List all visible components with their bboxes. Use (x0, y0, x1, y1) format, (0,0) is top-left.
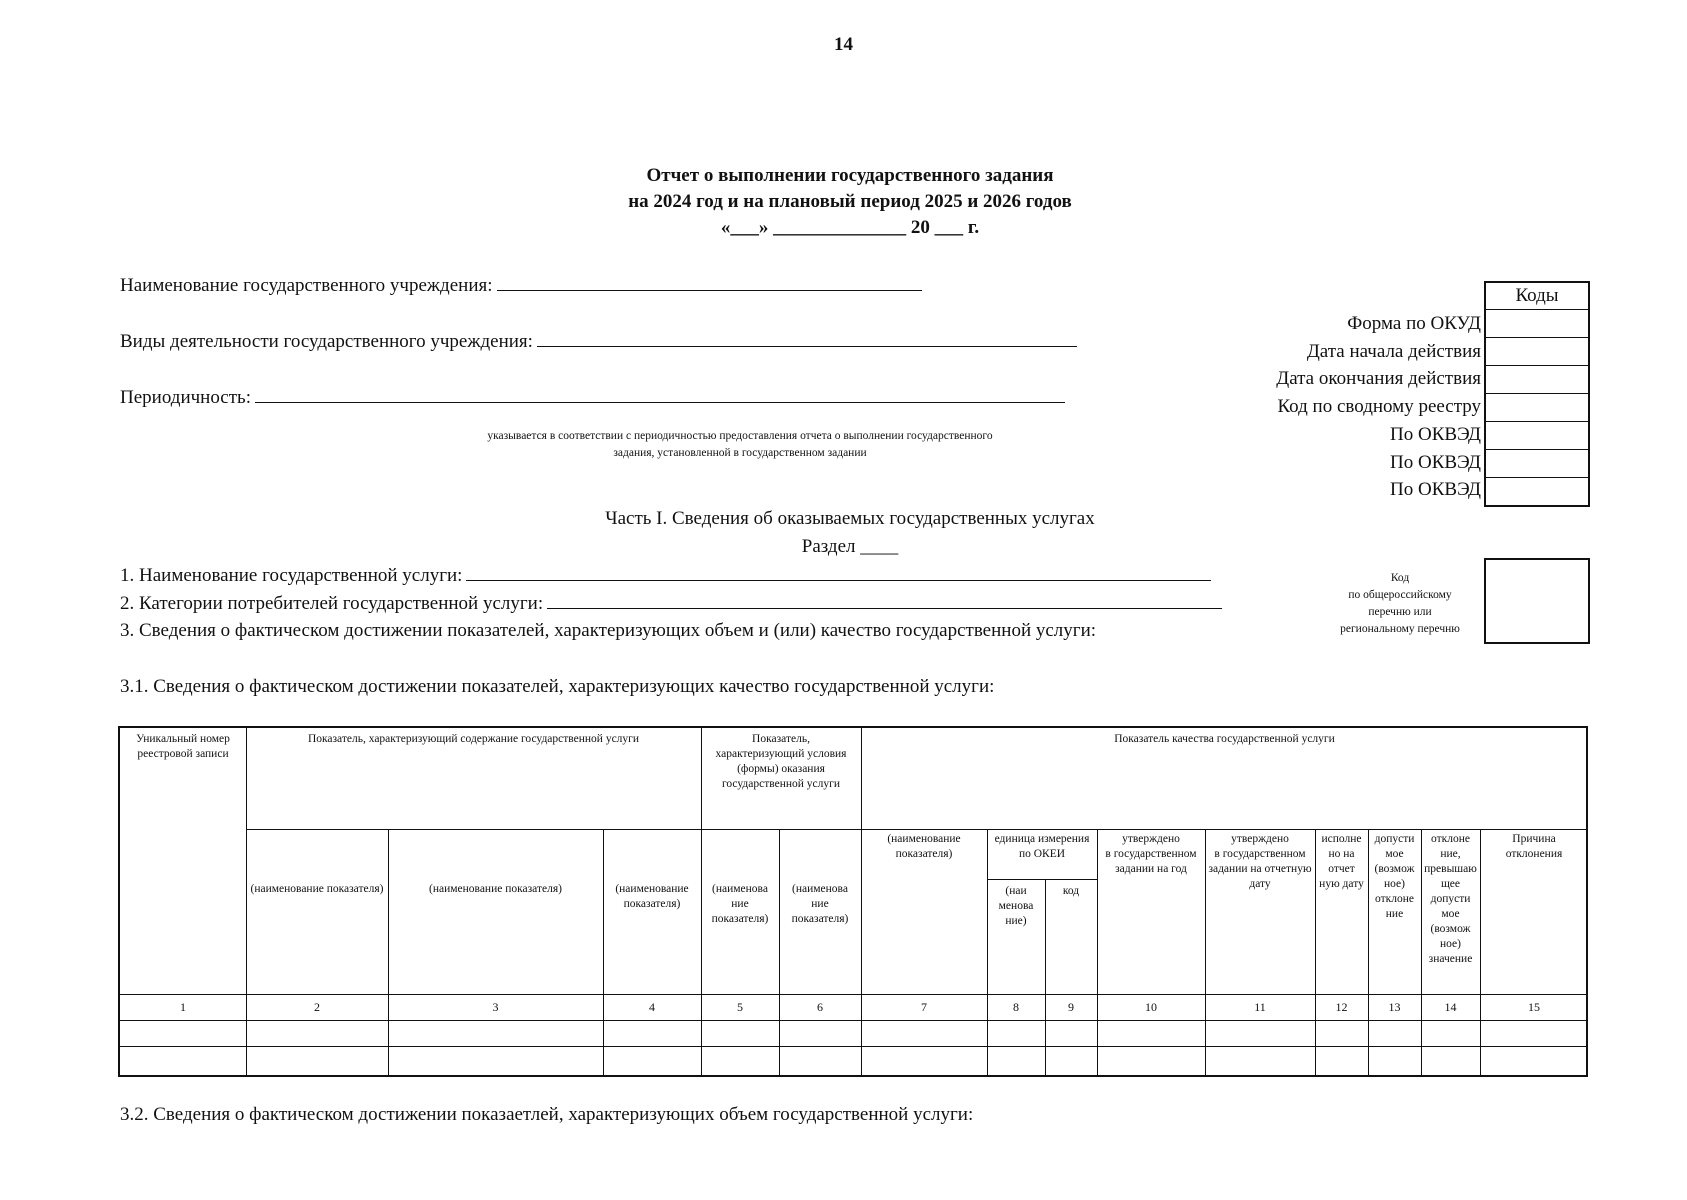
header-col-15 (1480, 832, 1588, 862)
table-rule (987, 879, 1097, 880)
column-number: 6 (817, 1000, 823, 1014)
item-2-label: 2. Категории потребителей государственной услуги: (120, 593, 544, 614)
header-line: показателя) (791, 913, 849, 925)
header-line: показателя) (623, 898, 681, 910)
header-line: мое (1385, 848, 1404, 860)
registry-code-label-line: региональному перечню (1340, 623, 1460, 635)
header-col-5 (701, 882, 779, 927)
codes-box (1484, 281, 1590, 507)
header-col-8 (987, 884, 1045, 929)
column-number: 10 (1145, 1000, 1157, 1014)
periodicity-blank[interactable] (255, 386, 1065, 403)
header-col-4 (603, 882, 701, 912)
column-number: 12 (1335, 1000, 1348, 1014)
column-number: 9 (1068, 1000, 1074, 1014)
table-rule (1045, 879, 1046, 1077)
header-line: по ОКЕИ (1018, 848, 1066, 860)
registry-code-label (1310, 570, 1490, 638)
header-col-12 (1315, 832, 1368, 892)
column-number: 13 (1388, 1000, 1401, 1014)
subsection-3-1: 3.1. Сведения о фактическом достижении показателей, характеризующих качество государственной услуги: (120, 676, 995, 697)
report-title-line-1: Отчет о выполнении государственного задания (646, 165, 1054, 186)
column-number: 15 (1528, 1000, 1540, 1014)
column-number: 14 (1444, 1000, 1457, 1014)
part-title: Часть I. Сведения об оказываемых государственных услугах (605, 508, 1095, 529)
table-rule (779, 829, 780, 1077)
codes-header: Коды (1515, 285, 1559, 306)
header-line: щее (1440, 878, 1461, 890)
code-label-okved: По ОКВЭД (1390, 479, 1481, 501)
header-line: ную дату (1319, 878, 1364, 890)
code-label-start-date: Дата начала действия (1306, 340, 1481, 362)
institution-name-field (120, 274, 922, 297)
periodicity-field (120, 386, 1065, 409)
institution-name-label: Наименование государственного учреждения: (120, 275, 493, 296)
header-line: менова (998, 900, 1034, 912)
header-line: задании на отчетную (1208, 863, 1312, 875)
code-label-registry: Код по сводному реестру (1277, 396, 1481, 418)
header-line: но на (1328, 848, 1355, 860)
item-1-blank[interactable] (466, 564, 1211, 581)
header-col-2: (наименование показателя) (250, 883, 384, 895)
table-rule (861, 728, 862, 1077)
header-content-indicator: Показатель, характеризующий содержание государственной услуги (307, 733, 640, 745)
registry-code-label-line: Код (1390, 572, 1410, 584)
header-line: характеризующий условия (715, 748, 847, 760)
activity-types-label: Виды деятельности государственного учреждения: (120, 331, 533, 352)
subsection-3-2: 3.2. Сведения о фактическом достижении показаетлей, характеризующих объем государственной услуги: (120, 1104, 974, 1125)
periodicity-note-line: указывается в соответствии с периодичностью предоставления отчета о выполнении государственного (487, 430, 993, 442)
header-line: (наименова (712, 883, 768, 895)
code-label-okud: Форма по ОКУД (1347, 313, 1481, 334)
registry-code-box[interactable] (1484, 558, 1590, 644)
table-rule (388, 829, 389, 1077)
table-rule (246, 829, 1588, 830)
periodicity-note-line: задания, установленной в государственном задании (613, 447, 867, 459)
header-col-7 (861, 832, 987, 862)
table-rule (603, 829, 604, 1077)
header-line: ние, (1440, 848, 1461, 860)
section-label: Раздел ____ (801, 536, 899, 557)
header-line: показателя) (711, 913, 769, 925)
periodicity-note (380, 428, 1100, 462)
header-line: ние (1385, 908, 1404, 920)
header-line: ное) (1384, 878, 1405, 890)
table-rule (246, 728, 247, 1077)
header-line: исполне (1321, 833, 1362, 845)
header-col-14 (1421, 832, 1480, 967)
header-line: ние (731, 898, 749, 910)
header-line: (наименование (615, 883, 689, 895)
header-line: отчет (1328, 863, 1355, 875)
column-number: 4 (649, 1000, 655, 1014)
header-line: утверждено (1231, 833, 1289, 845)
table-rule (1480, 829, 1481, 1077)
header-line: задании на год (1115, 863, 1187, 875)
header-unit-okei (987, 832, 1097, 862)
header-line: допусти (1430, 893, 1471, 905)
header-col-3: (наименование показателя) (429, 883, 562, 895)
report-date-line: «___» ______________ 20 ___ г. (720, 217, 980, 238)
column-number: 1 (180, 1000, 186, 1014)
header-line: государственной услуги (721, 778, 841, 790)
header-col-11 (1205, 832, 1315, 892)
header-line: отклоне (1375, 893, 1414, 905)
header-col-9: код (1062, 885, 1080, 897)
periodicity-label: Периодичность: (120, 387, 251, 408)
header-line: дату (1249, 878, 1271, 890)
code-cell-okved[interactable] (1486, 477, 1588, 505)
code-cell-okved[interactable] (1486, 449, 1588, 477)
item-3: 3. Сведения о фактическом достижении показателей, характеризующих объем и (или) качество государственной услуги: (120, 620, 1097, 641)
header-line: (наи (1005, 885, 1027, 897)
header-col-6 (779, 882, 861, 927)
institution-name-blank[interactable] (497, 274, 922, 291)
header-line: (формы) оказания (737, 763, 825, 775)
header-line: утверждено (1122, 833, 1180, 845)
header-line: Показатель, (752, 733, 810, 745)
column-number: 2 (314, 1000, 320, 1014)
header-line: значение (1428, 953, 1473, 965)
header-line: ние (811, 898, 829, 910)
header-line: отклоне (1431, 833, 1470, 845)
activity-types-field (120, 330, 1077, 353)
code-cell-start-date[interactable] (1486, 337, 1588, 365)
column-number: 5 (737, 1000, 743, 1014)
header-quality-indicator: Показатель качества государственной услуги (1114, 733, 1335, 745)
item-1 (120, 564, 1211, 587)
item-2-blank[interactable] (547, 592, 1222, 609)
column-number: 8 (1013, 1000, 1019, 1014)
quality-indicators-table (118, 726, 1588, 1077)
header-line: единица измерения (994, 833, 1090, 845)
code-cell-okud[interactable] (1486, 309, 1588, 337)
codes-labels (1276, 310, 1481, 504)
report-title-line-2: на 2024 год и на плановый период 2025 и 2026 годов (628, 191, 1072, 212)
header-line: реестровой записи (137, 748, 229, 760)
header-line: в государственном (1214, 848, 1306, 860)
registry-code-label-line: по общероссийскому (1348, 589, 1452, 601)
code-label-okved: По ОКВЭД (1390, 451, 1481, 473)
header-line: ние) (1005, 915, 1027, 927)
column-number: 11 (1254, 1000, 1266, 1014)
code-cell-okved[interactable] (1486, 421, 1588, 449)
header-line: (наименование (887, 833, 961, 845)
header-line: в государственном (1105, 848, 1197, 860)
column-number: 7 (921, 1000, 927, 1014)
header-line: допусти (1374, 833, 1415, 845)
activity-types-blank[interactable] (537, 330, 1077, 347)
code-label-end-date: Дата окончания действия (1276, 368, 1481, 390)
item-1-label: 1. Наименование государственной услуги: (120, 565, 463, 586)
item-2 (120, 592, 1222, 615)
header-unique-number (120, 732, 246, 762)
header-line: ное) (1440, 938, 1461, 950)
code-label-okved: По ОКВЭД (1390, 423, 1481, 445)
header-col-13 (1368, 832, 1421, 922)
code-cell-end-date[interactable] (1486, 365, 1588, 393)
registry-code-label-line: перечню или (1368, 606, 1432, 618)
page-number: 14 (834, 34, 853, 55)
header-line: Уникальный номер (136, 733, 230, 745)
header-line: (возмож (1430, 923, 1471, 935)
column-number: 3 (492, 1000, 499, 1014)
header-conditions-indicator (701, 732, 861, 792)
header-line: превышаю (1424, 863, 1477, 875)
header-line: Причина (1512, 833, 1556, 845)
header-col-10 (1097, 832, 1205, 877)
header-line: отклонения (1505, 848, 1563, 860)
table-rule (987, 829, 988, 1077)
code-cell-registry[interactable] (1486, 393, 1588, 421)
header-line: мое (1441, 908, 1460, 920)
header-line: показателя) (895, 848, 953, 860)
header-line: (наименова (792, 883, 848, 895)
header-line: (возмож (1374, 863, 1415, 875)
